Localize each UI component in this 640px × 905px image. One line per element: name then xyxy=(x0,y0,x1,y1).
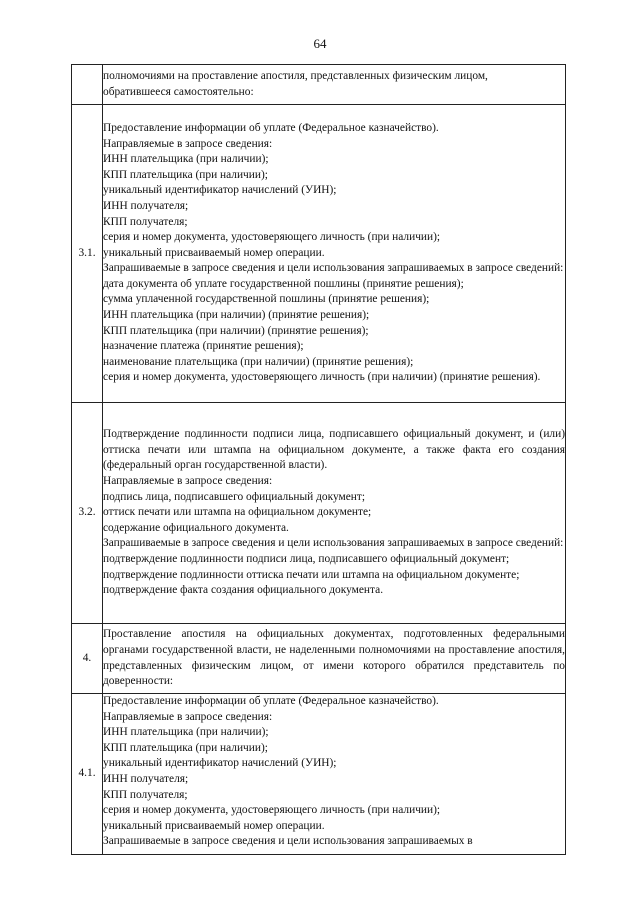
text-line: Направляемые в запросе сведения: xyxy=(103,475,273,488)
text-line: полномочиями на проставление апостиля, представленных физическим лицом, xyxy=(103,69,488,82)
text-line: Запрашиваемые в запросе сведения и цели использования запрашиваемых в запросе сведений: xyxy=(103,537,564,550)
text-line: серия и номер документа, удостоверяющего личность (при наличии) (принятие решения). xyxy=(103,371,541,384)
row-text xyxy=(103,403,566,624)
text-line: Проставление апостиля на официальных документах, подготовленных федеральными органами государственной власти, не наделенными полномочиями на проставление апостиля, представленных физическим лицом, от имени которого обратился представитель по доверенности: xyxy=(103,628,565,688)
row-number: 3.1. xyxy=(72,105,103,403)
row-text xyxy=(103,105,566,403)
document-table xyxy=(71,64,566,855)
text-line: дата документа об уплате государственной пошлины (принятие решения); xyxy=(103,277,464,290)
text-line: уникальный идентификатор начислений (УИН); xyxy=(103,184,337,197)
text-line: обратившееся самостоятельно: xyxy=(103,85,254,98)
text-line: КПП плательщика (при наличии); xyxy=(103,168,268,181)
row-number: 4.1. xyxy=(72,694,103,855)
text-line: наименование плательщика (при наличии) (принятие решения); xyxy=(103,355,414,368)
text-line: подтверждение подлинности оттиска печати или штампа на официальном документе; xyxy=(103,568,520,581)
text-line: подтверждение подлинности подписи лица, подписавшего официальный документ; xyxy=(103,552,510,565)
text-line: Направляемые в запросе сведения: xyxy=(103,710,273,723)
row-number xyxy=(72,65,103,105)
text-line: серия и номер документа, удостоверяющего личность (при наличии); xyxy=(103,231,441,244)
table-row xyxy=(72,694,566,855)
text-line: ИНН плательщика (при наличии); xyxy=(103,726,269,739)
page-number: 64 xyxy=(313,36,327,51)
text-line: Предоставление информации об уплате (Федеральное казначейство). xyxy=(103,695,439,707)
row-text xyxy=(103,624,566,694)
text-line: ИНН плательщика (при наличии); xyxy=(103,153,269,166)
text-line: КПП плательщика (при наличии) (принятие решения); xyxy=(103,324,369,337)
row-text xyxy=(103,65,566,105)
text-line: оттиск печати или штампа на официальном документе; xyxy=(103,506,372,519)
text-line: назначение платежа (принятие решения); xyxy=(103,340,304,353)
text-line: уникальный идентификатор начислений (УИН); xyxy=(103,757,337,770)
text-line: КПП плательщика (при наличии); xyxy=(103,741,268,754)
table-row xyxy=(72,403,566,624)
text-line: Подтверждение подлинности подписи лица, подписавшего официальный документ, и (или) оттиска печати или штампа на официальном документе, а также факта его создания (федеральный орган государственной власти). xyxy=(103,428,565,472)
text-line: содержание официального документа. xyxy=(103,521,289,534)
text-line: подтверждение факта создания официального документа. xyxy=(103,584,384,597)
text-line: Предоставление информации об уплате (Федеральное казначейство). xyxy=(103,121,439,134)
text-line: ИНН получателя; xyxy=(103,199,189,212)
text-line: серия и номер документа, удостоверяющего личность (при наличии); xyxy=(103,804,441,817)
row-number: 4. xyxy=(72,624,103,694)
text-line: подпись лица, подписавшего официальный документ; xyxy=(103,490,366,503)
text-line: уникальный присваиваемый номер операции. xyxy=(103,819,325,832)
text-line: КПП получателя; xyxy=(103,215,188,228)
row-text xyxy=(103,694,566,855)
table-row xyxy=(72,624,566,694)
table-row xyxy=(72,105,566,403)
text-line: Направляемые в запросе сведения: xyxy=(103,137,273,150)
text-line: КПП получателя; xyxy=(103,788,188,801)
table-row xyxy=(72,65,566,105)
text-line: ИНН плательщика (при наличии) (принятие решения); xyxy=(103,309,370,322)
text-line: ИНН получателя; xyxy=(103,772,189,785)
text-line: Запрашиваемые в запросе сведения и цели использования запрашиваемых в xyxy=(103,835,473,848)
text-line: уникальный присваиваемый номер операции. xyxy=(103,246,325,259)
text-line: сумма уплаченной государственной пошлины (принятие решения); xyxy=(103,293,430,306)
row-number: 3.2. xyxy=(72,403,103,624)
text-line: Запрашиваемые в запросе сведения и цели использования запрашиваемых в запросе сведений: xyxy=(103,262,564,275)
